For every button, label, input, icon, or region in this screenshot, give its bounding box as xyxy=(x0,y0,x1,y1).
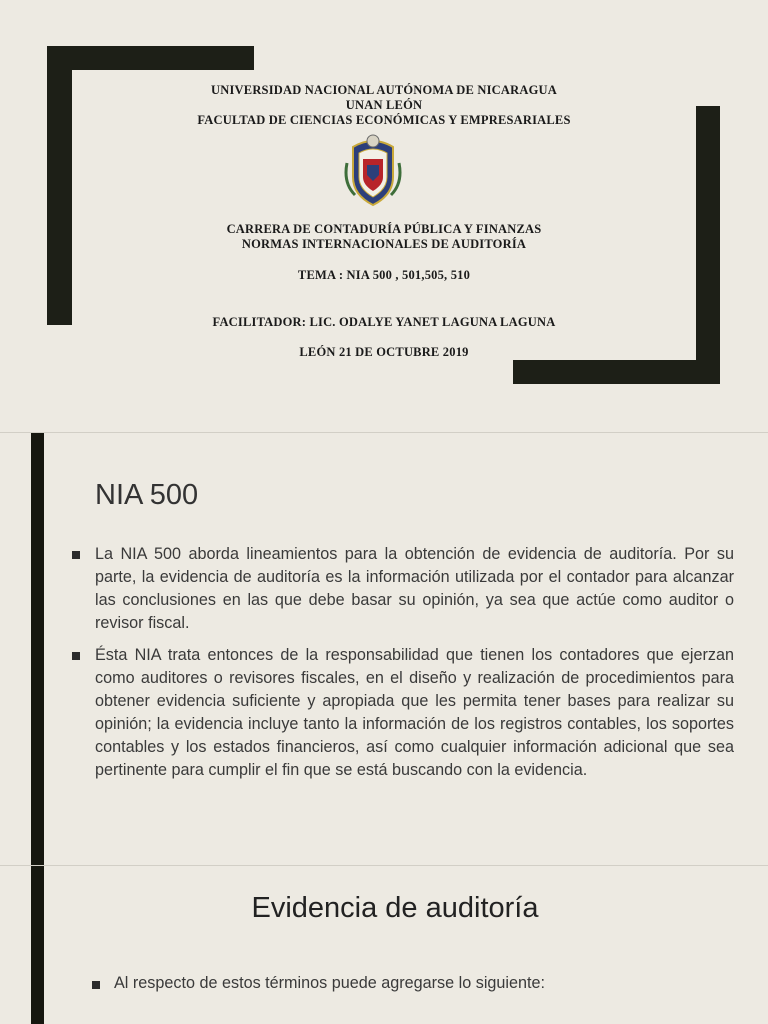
slide-accent-bar xyxy=(31,433,44,865)
career-block xyxy=(0,222,768,252)
bullet-item xyxy=(72,543,734,635)
frame-top-left-horizontal xyxy=(47,46,254,70)
bullet-item xyxy=(92,974,545,993)
bullet-item xyxy=(72,644,734,782)
subject-name: NORMAS INTERNACIONALES DE AUDITORÍA xyxy=(241,237,527,251)
nia-500-slide xyxy=(0,433,768,865)
title-slide xyxy=(0,0,768,432)
bullet-square-icon xyxy=(72,551,80,559)
topic-line: TEMA : NIA 500 , 501,505, 510 xyxy=(297,268,471,282)
university-crest-icon xyxy=(343,133,403,207)
bullet-text: La NIA 500 aborda lineamientos para la obtención de evidencia de auditoría. Por su parte, la evidencia de auditoría es la información utilizada por el contador para alcanzar las conclusiones en las que debe basar su opinión, ya sea que actúe como auditor o revisor fiscal. xyxy=(95,545,734,632)
bullet-text: Ésta NIA trata entonces de la responsabilidad que tienen los contadores que ejerzan como auditores o revisores fiscales, en el diseño y realización de procedimientos para obtener evidencia suficiente y apropiada que les permita tener bases para realizar su opinión; la evidencia incluye tanto la información de los registros contables, los soportes contables y los estados financieros, así como cualquier información adicional que sea pertinente para cumplir el fin que se está buscando con la evidencia. xyxy=(95,646,734,779)
university-name: UNIVERSIDAD NACIONAL AUTÓNOMA DE NICARAGUA xyxy=(211,83,557,97)
evidencia-slide xyxy=(0,866,768,1024)
facilitator-line: FACILITADOR: LIC. ODALYE YANET LAGUNA LAGUNA xyxy=(212,315,556,329)
career-name: CARRERA DE CONTADURÍA PÚBLICA Y FINANZAS xyxy=(226,222,542,236)
faculty-name: FACULTAD DE CIENCIAS ECONÓMICAS Y EMPRESARIALES xyxy=(197,113,571,127)
frame-bottom-right-horizontal xyxy=(513,360,720,384)
campus-name: UNAN LEÓN xyxy=(345,98,423,112)
bullet-list xyxy=(72,543,734,791)
bullet-square-icon xyxy=(72,652,80,660)
date-line: LEÓN 21 DE OCTUBRE 2019 xyxy=(299,345,469,359)
slide-accent-bar xyxy=(31,866,44,1024)
bullet-square-icon xyxy=(92,981,100,989)
slide-heading: NIA 500 xyxy=(95,479,199,511)
institution-block xyxy=(0,83,768,128)
bullet-text: Al respecto de estos términos puede agregarse lo siguiente: xyxy=(114,974,546,992)
slide-heading: Evidencia de auditoría xyxy=(251,892,539,924)
